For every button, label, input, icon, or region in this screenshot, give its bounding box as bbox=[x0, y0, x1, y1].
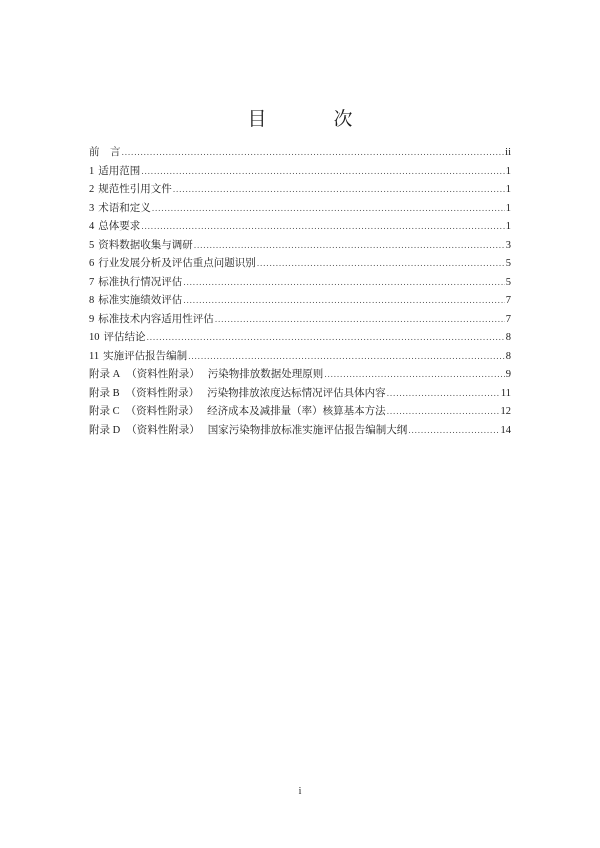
toc-entry-label: 前 言 bbox=[89, 146, 121, 158]
toc-entry[interactable] bbox=[89, 328, 511, 347]
dot-leader bbox=[215, 311, 505, 330]
toc-page-number: ii bbox=[505, 147, 511, 158]
toc-appendix-entry[interactable] bbox=[89, 365, 511, 384]
toc-entry-label: 总体要求 bbox=[98, 220, 141, 232]
toc-entry-label: 资料数据收集与调研 bbox=[98, 238, 193, 251]
toc-entry-label: 标准实施绩效评估 bbox=[98, 294, 183, 306]
appendix-tag: 附录 B bbox=[89, 387, 120, 399]
toc-entry-label: 标准执行情况评估 bbox=[98, 275, 183, 288]
appendix-type: （资料性附录） bbox=[125, 405, 200, 417]
dot-leader bbox=[183, 292, 505, 311]
toc-page-number: 5 bbox=[505, 276, 511, 288]
dot-leader bbox=[324, 366, 505, 385]
toc-section-number: 6 bbox=[89, 258, 95, 269]
page-number-footer: i bbox=[298, 786, 302, 797]
toc-entry[interactable] bbox=[89, 273, 511, 292]
dot-leader bbox=[173, 181, 505, 200]
appendix-type: （资料性附录） bbox=[125, 386, 200, 399]
toc-section-number: 2 bbox=[89, 184, 95, 195]
toc-section-number: 7 bbox=[89, 276, 95, 288]
table-of-contents bbox=[89, 143, 511, 439]
toc-entry-label: 经济成本及减排量（率）核算基本方法 bbox=[207, 405, 386, 417]
toc-page-number: 1 bbox=[505, 202, 511, 214]
toc-section-number: 11 bbox=[89, 350, 100, 362]
toc-page-number: 8 bbox=[505, 350, 511, 362]
toc-section-number: 3 bbox=[89, 202, 95, 214]
toc-page-number: 12 bbox=[500, 406, 511, 417]
toc-page-number: 14 bbox=[500, 424, 511, 436]
toc-entry-label: 术语和定义 bbox=[98, 201, 151, 214]
toc-section-number: 9 bbox=[89, 313, 95, 325]
toc-section-number: 10 bbox=[89, 332, 100, 343]
toc-appendix-entry[interactable] bbox=[89, 384, 511, 403]
toc-page-number: 7 bbox=[505, 313, 511, 325]
toc-page-number: 3 bbox=[505, 239, 511, 251]
dot-leader bbox=[257, 255, 505, 274]
toc-entry-label: 污染物排放浓度达标情况评估具体内容 bbox=[207, 386, 386, 399]
dot-leader bbox=[152, 200, 505, 219]
toc-entry-label: 适用范围 bbox=[98, 164, 141, 177]
toc-entry[interactable] bbox=[89, 162, 511, 181]
appendix-tag: 附录 D bbox=[89, 424, 121, 436]
appendix-type: （资料性附录） bbox=[126, 423, 200, 436]
toc-entry[interactable] bbox=[89, 217, 511, 236]
dot-leader bbox=[387, 385, 500, 404]
dot-leader bbox=[188, 348, 505, 367]
dot-leader bbox=[141, 218, 505, 237]
toc-page-number: 9 bbox=[505, 369, 511, 380]
toc-page-number: 1 bbox=[505, 221, 511, 232]
toc-entry[interactable] bbox=[89, 291, 511, 310]
dot-leader bbox=[408, 422, 499, 441]
dot-leader bbox=[122, 144, 505, 163]
appendix-type: （资料性附录） bbox=[126, 368, 200, 380]
dot-leader bbox=[387, 403, 500, 422]
dot-leader bbox=[147, 329, 505, 348]
dot-leader bbox=[194, 237, 505, 256]
toc-entry[interactable] bbox=[89, 310, 511, 329]
toc-page-number: 8 bbox=[505, 332, 511, 343]
toc-section-number: 1 bbox=[89, 165, 95, 177]
toc-entry-label: 实施评估报告编制 bbox=[103, 349, 188, 362]
toc-entry-label: 污染物排放数据处理原则 bbox=[207, 368, 324, 380]
toc-entry-label: 规范性引用文件 bbox=[98, 183, 172, 195]
toc-entry-label: 行业发展分析及评估重点问题识别 bbox=[98, 257, 256, 269]
dot-leader bbox=[183, 274, 505, 293]
toc-appendix-entry[interactable] bbox=[89, 402, 511, 421]
toc-page-number: 1 bbox=[505, 165, 511, 177]
toc-entry[interactable] bbox=[89, 236, 511, 255]
toc-page-number: 7 bbox=[505, 295, 511, 306]
toc-entry[interactable] bbox=[89, 254, 511, 273]
toc-page-number: 5 bbox=[505, 258, 511, 269]
page-title: 目 次 bbox=[247, 108, 377, 130]
toc-page-number: 1 bbox=[505, 184, 511, 195]
toc-entry-preface[interactable] bbox=[89, 143, 511, 162]
toc-section-number: 8 bbox=[89, 295, 95, 306]
toc-section-number: 5 bbox=[89, 239, 95, 251]
toc-entry-label: 国家污染物排放标准实施评估报告编制大纲 bbox=[207, 423, 408, 436]
toc-entry-label: 评估结论 bbox=[103, 331, 146, 343]
toc-page-number: 11 bbox=[500, 387, 511, 399]
dot-leader bbox=[141, 163, 505, 182]
toc-section-number: 4 bbox=[89, 221, 95, 232]
toc-entry-label: 标准技术内容适用性评估 bbox=[98, 312, 214, 325]
toc-appendix-entry[interactable] bbox=[89, 421, 511, 440]
toc-entry[interactable] bbox=[89, 180, 511, 199]
appendix-tag: 附录 A bbox=[89, 369, 121, 380]
toc-entry[interactable] bbox=[89, 347, 511, 366]
appendix-tag: 附录 C bbox=[89, 406, 120, 417]
toc-entry[interactable] bbox=[89, 199, 511, 218]
